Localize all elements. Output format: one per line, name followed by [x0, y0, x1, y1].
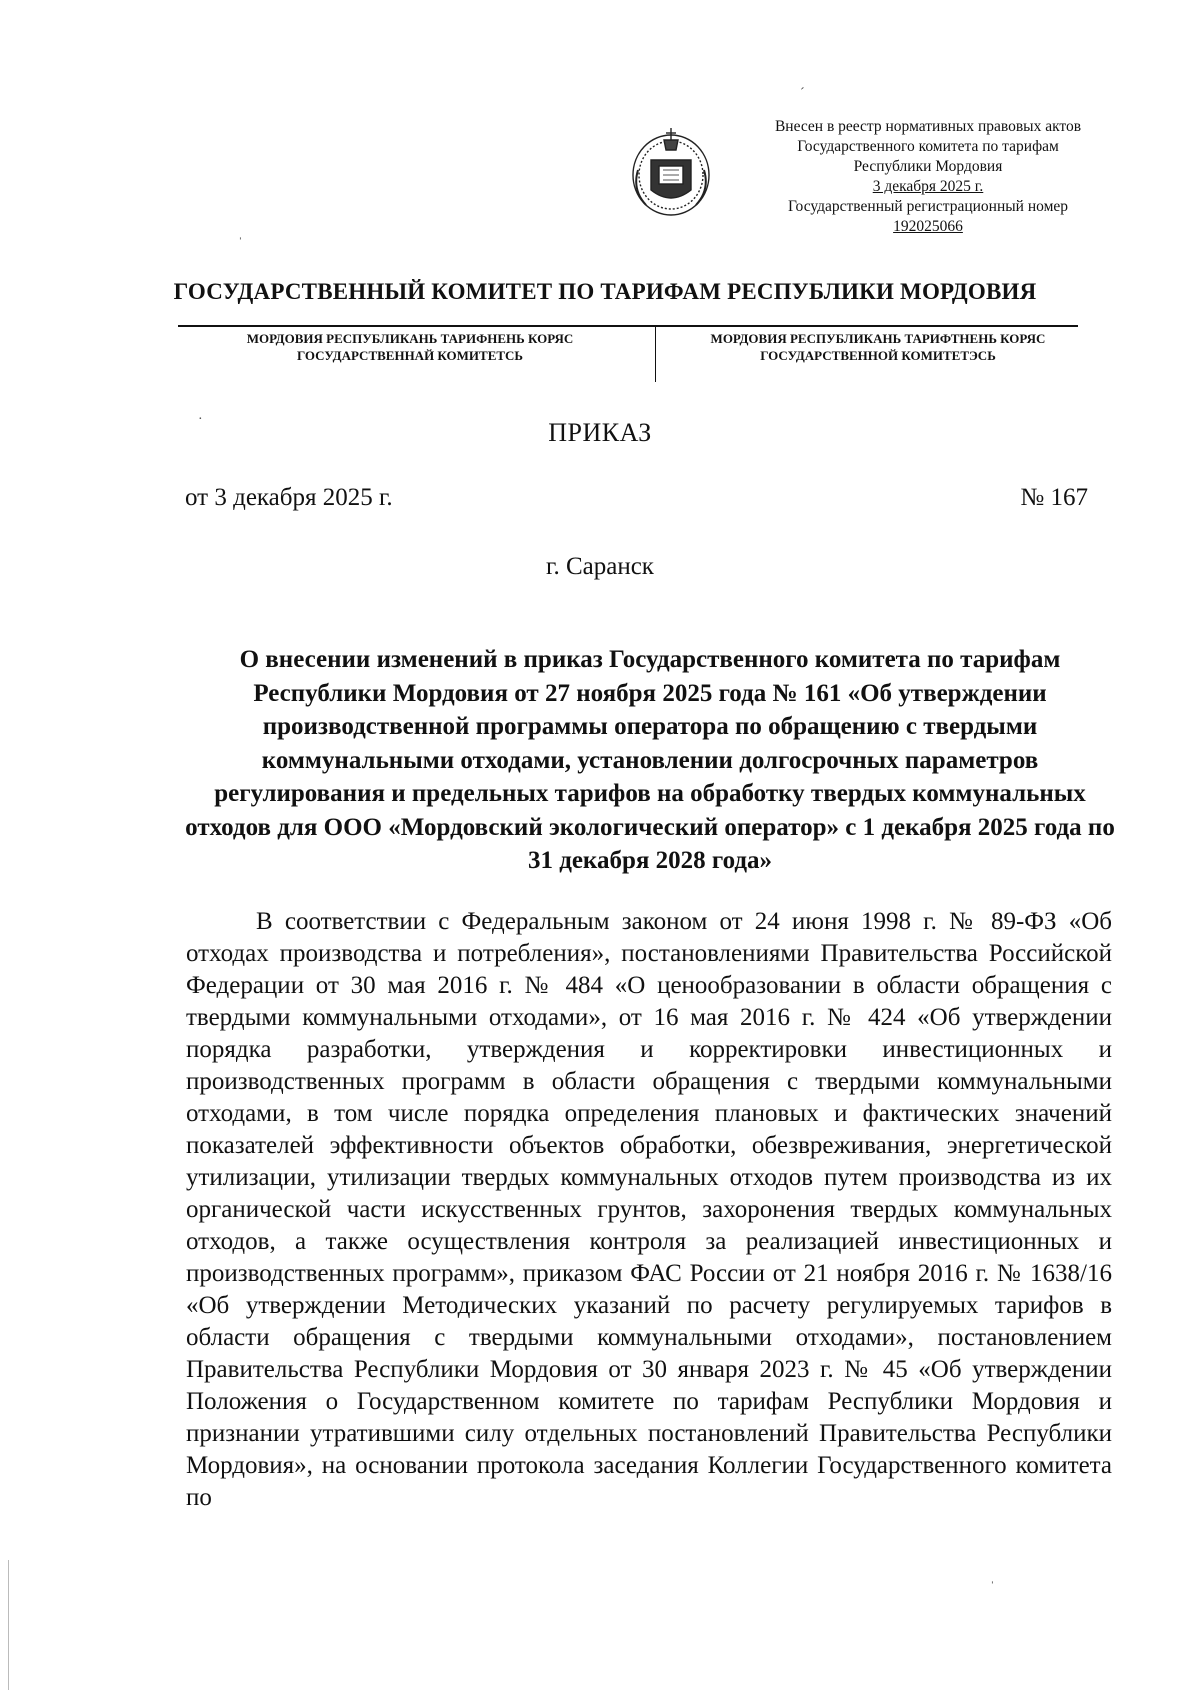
- registry-line-3: Республики Мордовия: [853, 158, 1003, 175]
- scan-mark: ·: [198, 412, 203, 427]
- header-separator: [655, 326, 656, 382]
- registry-date: 3 декабря 2025 г.: [872, 178, 984, 195]
- committee-name-erzya-line-1: МОРДОВИЯ РЕСПУБЛИКАНЬ ТАРИФТНЕНЬ КОРЯС: [710, 331, 1046, 346]
- registry-line-1: Внесен в реестр нормативных правовых актов: [774, 118, 1082, 135]
- registry-line-5: Государственный регистрационный номер: [787, 198, 1069, 215]
- committee-name-erzya-line-2: ГОСУДАРСТВЕННОЙ КОМИТЕТЭСЬ: [760, 348, 996, 363]
- header-rule: [178, 325, 1078, 327]
- order-city: г. Саранск: [546, 553, 654, 580]
- committee-name-erzya: [668, 330, 1088, 364]
- committee-title: ГОСУДАРСТВЕННЫЙ КОМИТЕТ ПО ТАРИФАМ РЕСПУБЛИКИ МОРДОВИЯ: [173, 279, 1037, 304]
- coat-of-arms-emblem: [626, 120, 716, 220]
- committee-name-moksha: [180, 330, 640, 364]
- committee-name-moksha-line-1: МОРДОВИЯ РЕСПУБЛИКАНЬ ТАРИФНЕНЬ КОРЯС: [246, 331, 574, 346]
- order-number: № 167: [1020, 484, 1088, 511]
- scan-mark: ˈ: [990, 1580, 995, 1595]
- registry-number: 192025066: [893, 218, 963, 235]
- registry-line-2: Государственного комитета по тарифам: [797, 138, 1059, 155]
- scan-edge-line: [8, 1560, 9, 1690]
- registry-note: [738, 117, 1118, 237]
- order-body-paragraph: В соответствии с Федеральным законом от 24 июня 1998 г. № 89-ФЗ «Об отходах производства и потребления», постановлениями Правительства Российской Федерации от 30 мая 2016 г. № 484 «О ценообразовании в области обращения с твердыми коммунальными отходами», от 16 мая 2016 г. № 424 «Об утверждении порядка разработки, утверждения и корректировки инвестиционных и производственных программ в области обращения с твердыми коммунальными отходами, в том числе порядка определения плановых и фактических значений показателей эффективности объектов обработки, обезвреживания, энергетической утилизации, утилизации твердых коммунальных отходов путем производства из их органической части искусственных грунтов, захоронения твердых коммунальных отходов, а также осуществления контроля за реализацией инвестиционных и производственных программ», приказом ФАС России от 21 ноября 2016 г. № 1638/16 «Об утверждении Методических указаний по расчету регулируемых тарифов в области обращения с твердыми коммунальными отходами», постановлением Правительства Республики Мордовия от 30 января 2023 г. № 45 «Об утверждении Положения о Государственном комитете по тарифам Республики Мордовия и признании утратившими силу отдельных постановлений Правительства Республики Мордовия», на основании протокола заседания Коллегии Государственного комитета по: [186, 908, 1112, 1511]
- order-title: ПРИКАЗ: [548, 418, 652, 447]
- order-subject: О внесении изменений в приказ Государственного комитета по тарифам Республики Мордовия от 27 ноября 2025 года № 161 «Об утверждении производственной программы оператора по обращению с твердыми коммунальными отходами, установлении долгосрочных параметров регулирования и предельных тарифов на обработку твердых коммунальных отходов для ООО «Мордовский экологический оператор» с 1 декабря 2025 года по 31 декабря 2028 года»: [185, 646, 1115, 874]
- order-date: от 3 декабря 2025 г.: [185, 484, 393, 511]
- scan-mark: ˈ: [238, 236, 243, 251]
- scan-mark: ˊ: [800, 86, 805, 101]
- committee-name-moksha-line-2: ГОСУДАРСТВЕННАЙ КОМИТЕТСЬ: [296, 348, 524, 363]
